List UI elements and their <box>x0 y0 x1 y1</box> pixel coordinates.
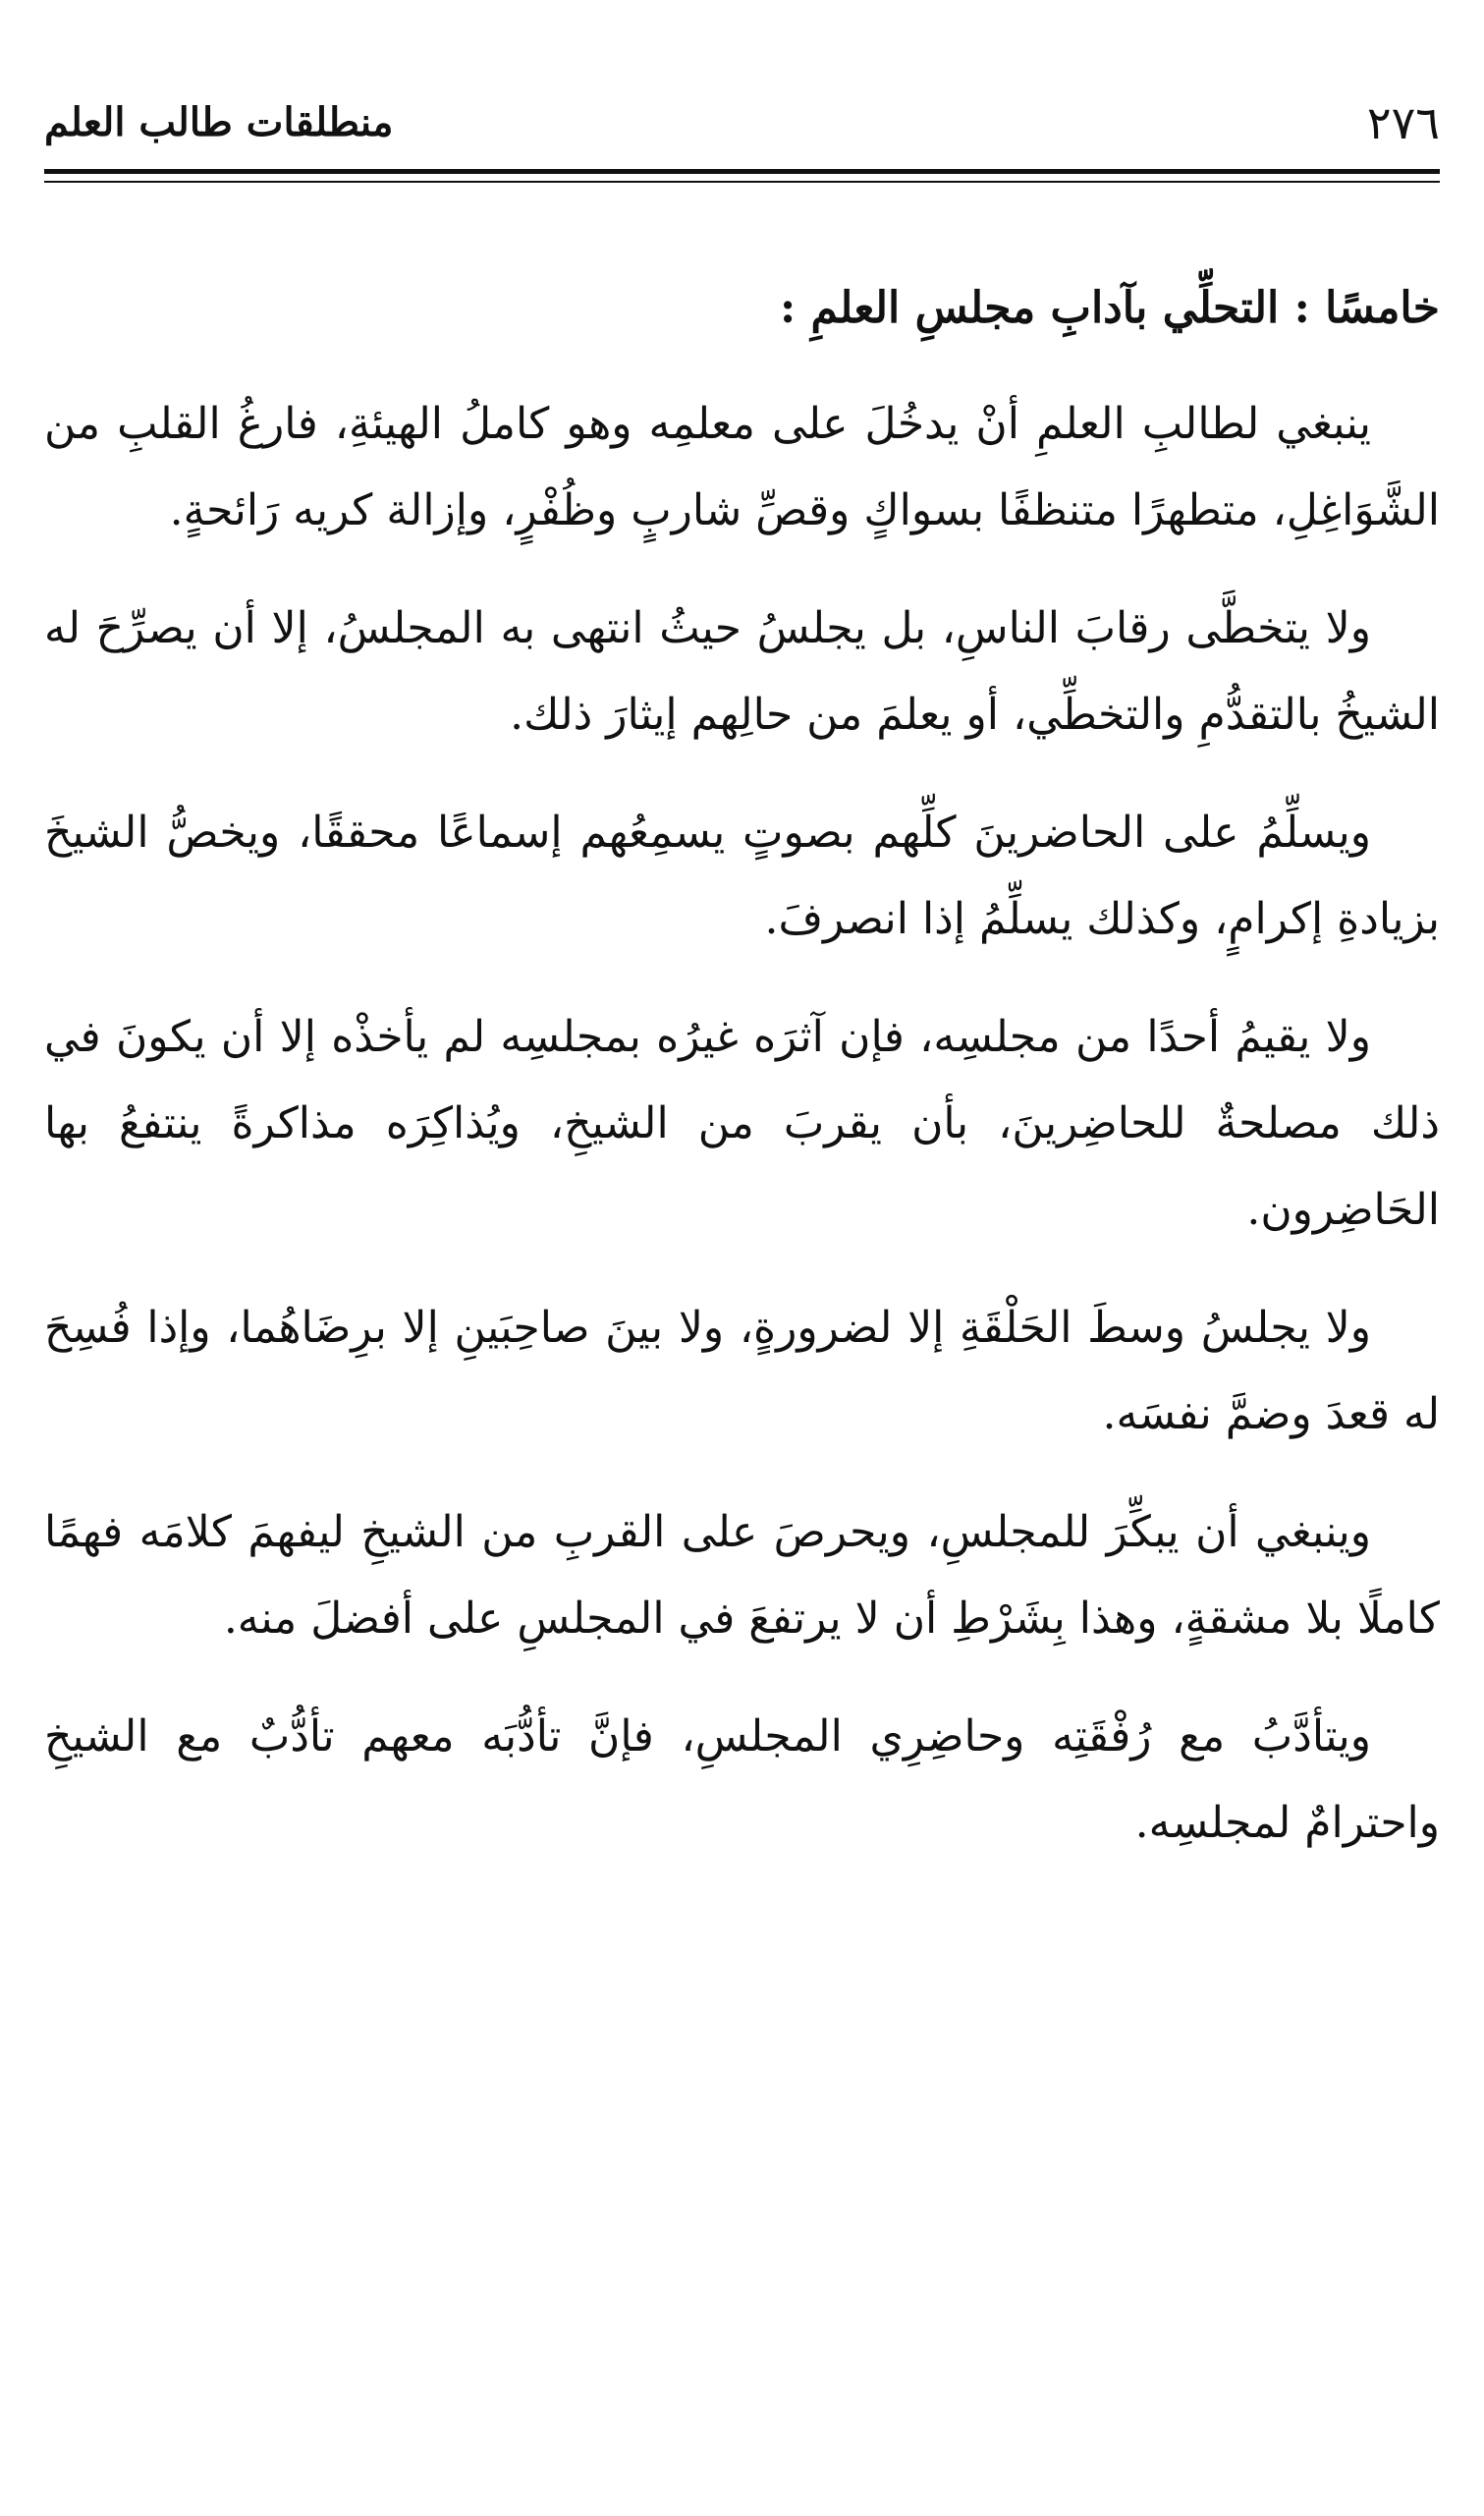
paragraph-seating: ولا يتخطَّى رقابَ الناسِ، بل يجلسُ حيثُ انتهى به المجلسُ، إلا أن يصرِّحَ له الشيخُ بالتقدُّمِ والتخطِّي، أو يعلمَ من حالِهم إيثارَ ذلك. <box>44 603 1440 740</box>
section-heading: خامسًا : التحلِّي بآدابِ مجلسِ العلمِ : <box>779 283 1440 333</box>
page-header <box>44 93 1440 152</box>
paragraph-circle-middle: ولا يجلسُ وسطَ الحَلْقَةِ إلا لضرورةٍ، ولا بينَ صاحِبَينِ إلا برِضَاهُما، وإذا فُسِحَ له قعدَ وضمَّ نفسَه. <box>44 1303 1440 1439</box>
paragraph-arrive-early: وينبغي أن يبكِّرَ للمجلسِ، ويحرصَ على القربِ من الشيخِ ليفهمَ كلامَه فهمًا كاملًا بلا مشقةٍ، وهذا بِشَرْطِ أن لا يرتفعَ في المجلسِ على أفضلَ منه. <box>44 1507 1440 1644</box>
running-title: منطلقات طالب العلم <box>44 99 394 145</box>
header-rule-thick <box>44 169 1440 174</box>
page-number: ٢٧٦ <box>1366 96 1440 149</box>
paragraph-not-displacing: ولا يقيمُ أحدًا من مجلسِه، فإن آثرَه غيرُه بمجلسِه لم يأخذْه إلا أن يكونَ في ذلك مصلحةٌ للحاضِرينَ، بأن يقربَ من الشيخِ، ويُذاكِرَه مذاكرةً ينتفعُ بها الحَاضِرون. <box>44 1012 1440 1235</box>
paragraph-greeting: ويسلِّمُ على الحاضرينَ كلِّهم بصوتٍ يسمِعُهم إسماعًا محققًا، ويخصُّ الشيخَ بزيادةِ إكرامٍ، وكذلك يسلِّمُ إذا انصرفَ. <box>44 808 1440 944</box>
paragraph-appearance: ينبغي لطالبِ العلمِ أنْ يدخُلَ على معلمِه وهو كاملُ الهيئةِ، فارغُ القلبِ من الشَّوَاغِلِ، متطهرًا متنظفًا بسواكٍ وقصِّ شاربٍ وظُفْرٍ، وإزالة كريه رَائحةٍ. <box>44 399 1440 535</box>
paragraph-companions: ويتأدَّبُ مع رُفْقَتِه وحاضِرِي المجلسِ، فإنَّ تأدُّبَه معهم تأدُّبٌ مع الشيخِ واحترامٌ لمجلسِه. <box>44 1711 1440 1848</box>
header-rule-thin <box>44 181 1440 183</box>
page-body <box>44 265 1440 1898</box>
